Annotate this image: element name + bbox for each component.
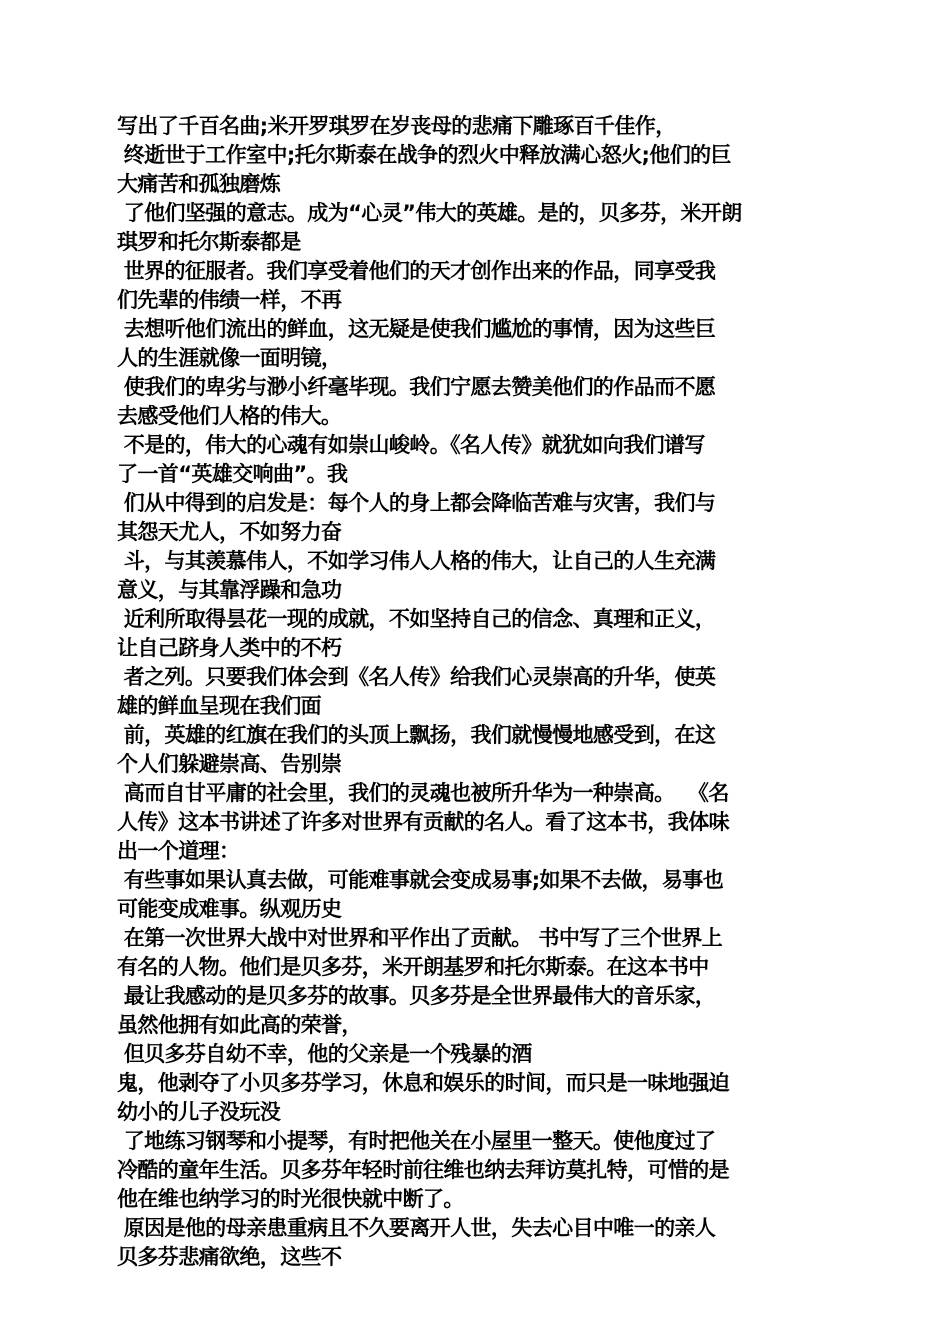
text-line: 人传》这本书讲述了许多对世界有贡献的名人。看了这本书，我体味 [117,810,729,834]
text-line: 在第一次世界大战中对世界和平作出了贡献。 书中写了三个世界上 [117,926,723,950]
text-line: 了一首“英雄交响曲”。我 [117,462,348,486]
text-line: 琪罗和托尔斯泰都是 [117,230,301,254]
text-line: 写出了千百名曲;米开罗琪罗在岁丧母的悲痛下雕琢百千佳作， [117,114,676,138]
text-line: 幼小的儿子没玩没 [117,1100,281,1124]
text-line: 最让我感动的是贝多芬的故事。贝多芬是全世界最伟大的音乐家， [117,984,716,1008]
text-line: 了地练习钢琴和小提琴，有时把他关在小屋里一整天。使他度过了 [117,1129,716,1153]
text-line: 们从中得到的启发是：每个人的身上都会降临苦难与灾害，我们与 [117,491,716,515]
text-line: 近利所取得昙花一现的成就，不如坚持自己的信念、真理和正义， [117,607,716,631]
text-line: 者之列。只要我们体会到《名人传》给我们心灵崇高的升华，使英 [117,665,716,689]
text-line: 意义，与其靠浮躁和急功 [117,578,342,602]
text-line: 鬼，他剥夺了小贝多芬学习，休息和娱乐的时间，而只是一味地强迫 [117,1071,729,1095]
text-line: 其怨天尤人，不如努力奋 [117,520,342,544]
text-line: 终逝世于工作室中;托尔斯泰在战争的烈火中释放满心怒火;他们的巨 [117,143,731,167]
text-line: 去感受他们人格的伟大。 [117,404,342,428]
text-line: 斗，与其羡慕伟人，不如学习伟人人格的伟大，让自己的人生充满 [117,549,716,573]
text-line: 原因是他的母亲患重病且不久要离开人世，失去心目中唯一的亲人 [117,1216,716,1240]
text-line: 出一个道理： [117,839,240,863]
text-line: 他在维也纳学习的时光很快就中断了。 [117,1187,464,1211]
text-line: 世界的征服者。我们享受着他们的天才创作出来的作品，同享受我 [117,259,716,283]
text-line: 们先辈的伟绩一样，不再 [117,288,342,312]
text-line: 虽然他拥有如此高的荣誉， [117,1013,362,1037]
text-line: 有名的人物。他们是贝多芬，米开朗基罗和托尔斯泰。在这本书中 [117,955,709,979]
text-line: 前，英雄的红旗在我们的头顶上飘扬，我们就慢慢地感受到，在这 [117,723,716,747]
text-line: 使我们的卑劣与渺小纤毫毕现。我们宁愿去赞美他们的作品而不愿 [117,375,716,399]
text-line: 去想听他们流出的鲜血，这无疑是使我们尴尬的事情，因为这些巨 [117,317,716,341]
text-line: 个人们躲避崇高、告别崇 [117,752,342,776]
text-line: 贝多芬悲痛欲绝，这些不 [117,1245,342,1269]
text-line: 高而自甘平庸的社会里，我们的灵魂也被所升华为一种崇高。 《名 [117,781,729,805]
text-line: 有些事如果认真去做，可能难事就会变成易事;如果不去做，易事也 [117,868,724,892]
text-line: 可能变成难事。纵观历史 [117,897,342,921]
text-line: 不是的，伟大的心魂有如崇山峻岭。《名人传》就犹如向我们谱写 [117,433,705,457]
text-line: 人的生涯就像一面明镜， [117,346,342,370]
text-line: 让自己跻身人类中的不朽 [117,636,342,660]
text-line: 雄的鲜血呈现在我们面 [117,694,321,718]
text-line: 了他们坚强的意志。成为“心灵”伟大的英雄。是的，贝多芬，米开朗 [117,201,742,225]
document-body [117,112,839,1272]
text-line: 大痛苦和孤独磨炼 [117,172,281,196]
text-line: 冷酷的童年生活。贝多芬年轻时前往维也纳去拜访莫扎特，可惜的是 [117,1158,729,1182]
text-line: 但贝多芬自幼不幸，他的父亲是一个残暴的酒 [117,1042,532,1066]
